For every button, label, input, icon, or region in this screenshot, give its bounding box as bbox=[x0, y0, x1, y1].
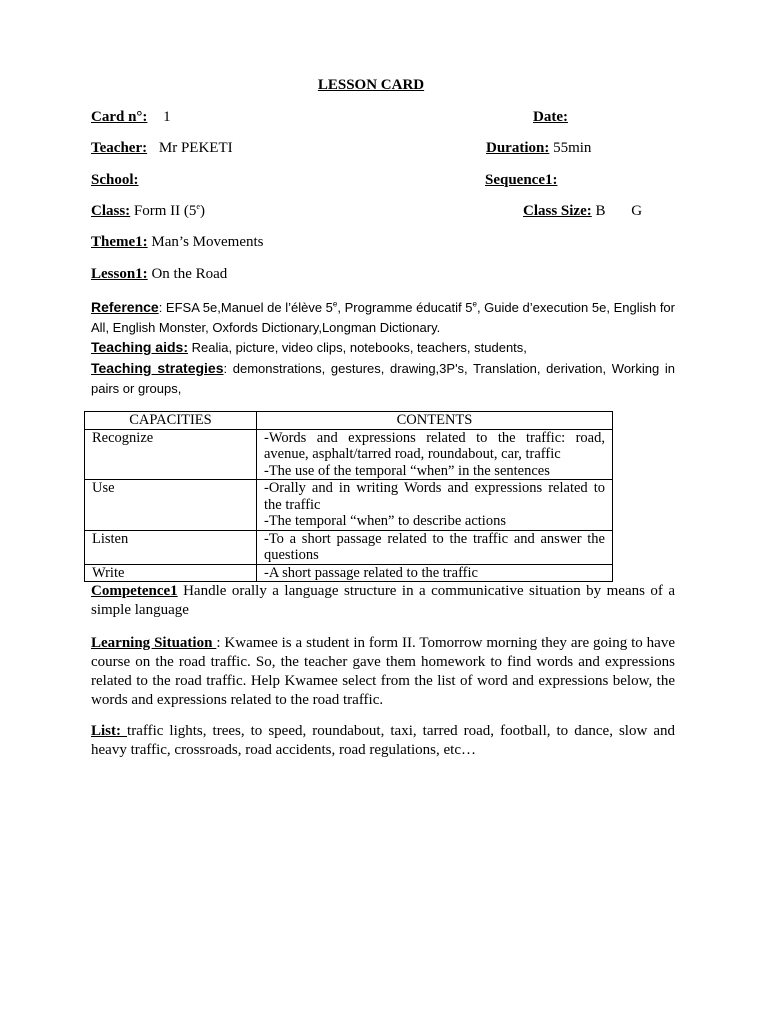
table-header-contents: CONTENTS bbox=[257, 412, 613, 430]
learning-situation-label: Learning Situation bbox=[91, 635, 217, 651]
teacher-field bbox=[91, 140, 233, 157]
table-row bbox=[85, 480, 613, 531]
contents-cell bbox=[257, 429, 613, 480]
contents-line: -The temporal “when” to describe actions bbox=[264, 513, 506, 529]
class-size-field bbox=[523, 203, 642, 220]
teacher-label: Teacher: bbox=[91, 140, 148, 156]
table-row bbox=[85, 564, 613, 582]
capacity-cell: Write bbox=[85, 564, 257, 582]
list-paragraph bbox=[91, 722, 675, 760]
class-label: Class: bbox=[91, 203, 131, 219]
reference-paragraph bbox=[91, 297, 675, 338]
table-row bbox=[85, 429, 613, 480]
contents-cell bbox=[257, 530, 613, 564]
duration-field bbox=[486, 140, 591, 157]
theme-label: Theme1: bbox=[91, 234, 148, 250]
reference-text-b: , Programme éducatif 5 bbox=[337, 300, 473, 315]
contents-line: -Words and expressions related to the traffic: road, avenue, asphalt/tarred road, roundabout, car, traffic bbox=[264, 429, 605, 462]
class-field bbox=[91, 203, 205, 220]
contents-cell bbox=[257, 480, 613, 531]
class-sup: e bbox=[196, 202, 200, 211]
competence-label: Competence1 bbox=[91, 583, 178, 599]
reference-text-a: : EFSA 5e,Manuel de l’élève 5 bbox=[158, 300, 333, 315]
reference-text-c: , Guide d’execution 5e, English for All, English Monster, Oxfords Dictionary,Longman Dictionary. bbox=[91, 300, 675, 335]
class-size-g: G bbox=[631, 203, 643, 219]
learning-situation-paragraph bbox=[91, 634, 675, 710]
card-label: Card n°: bbox=[91, 109, 148, 125]
capacities-table bbox=[84, 411, 613, 582]
class-close: ) bbox=[199, 203, 205, 219]
card-value: 1 bbox=[163, 109, 171, 125]
list-text: traffic lights, trees, to speed, roundabout, taxi, tarred road, football, to dance, slow and heavy traffic, crossroads, road accidents, road regulations, etc… bbox=[91, 723, 675, 758]
teaching-strategies-label: Teaching strategies bbox=[91, 360, 224, 376]
lesson-label: Lesson1: bbox=[91, 266, 148, 282]
lesson-field bbox=[91, 266, 227, 283]
teaching-strategies-paragraph bbox=[91, 358, 675, 399]
teaching-aids-label: Teaching aids: bbox=[91, 339, 188, 355]
card-number-field bbox=[91, 109, 171, 126]
teaching-aids-paragraph bbox=[91, 337, 675, 358]
class-size-b: B bbox=[595, 203, 606, 219]
theme-value: Man’s Movements bbox=[151, 234, 264, 250]
table-row bbox=[85, 530, 613, 564]
competence-paragraph bbox=[91, 582, 675, 620]
class-size-label: Class Size: bbox=[523, 203, 592, 219]
list-label: List: bbox=[91, 723, 128, 739]
contents-cell bbox=[257, 564, 613, 582]
duration-value: 55min bbox=[553, 140, 592, 156]
contents-line: -To a short passage related to the traffic and answer the questions bbox=[264, 530, 605, 563]
reference-sup-2: e bbox=[472, 299, 477, 309]
class-value: Form II (5 bbox=[133, 203, 197, 219]
reference-sup: e bbox=[332, 299, 338, 309]
sequence-label: Sequence1: bbox=[485, 172, 558, 188]
contents-line: -A short passage related to the traffic bbox=[264, 564, 478, 581]
teaching-strategies-text: : demonstrations, gestures, drawing,3P's, Translation, derivation, Working in pairs or groups, bbox=[91, 361, 676, 396]
duration-label: Duration: bbox=[486, 140, 550, 156]
theme-field bbox=[91, 234, 263, 251]
teaching-aids-text: Realia, picture, video clips, notebooks, teachers, students, bbox=[187, 340, 527, 355]
contents-line: -The use of the temporal “when” in the sentences bbox=[264, 462, 550, 479]
reference-label: Reference bbox=[91, 299, 159, 315]
competence-text: Handle orally a language structure in a communicative situation by means of a simple language bbox=[91, 583, 675, 618]
table-header-capacities: CAPACITIES bbox=[85, 412, 257, 430]
capacity-cell: Listen bbox=[85, 530, 257, 564]
date-label: Date: bbox=[533, 109, 568, 125]
page-title: LESSON CARD bbox=[317, 77, 425, 93]
contents-line: -Orally and in writing Words and expressions related to the traffic bbox=[264, 480, 605, 513]
teacher-value: Mr PEKETI bbox=[158, 140, 233, 156]
lesson-value: On the Road bbox=[151, 266, 228, 282]
capacity-cell: Use bbox=[85, 480, 257, 531]
learning-situation-text: : Kwamee is a student in form II. Tomorrow morning they are going to have course on the road traffic. So, the teacher gave them homework to find words and expressions related to the road traffic. Help Kwamee select from the list of word and expressions below, the words and expressions related to the road traffic. bbox=[91, 635, 675, 708]
school-label: School: bbox=[91, 172, 139, 188]
capacity-cell: Recognize bbox=[85, 429, 257, 480]
table-header-row bbox=[85, 412, 613, 430]
